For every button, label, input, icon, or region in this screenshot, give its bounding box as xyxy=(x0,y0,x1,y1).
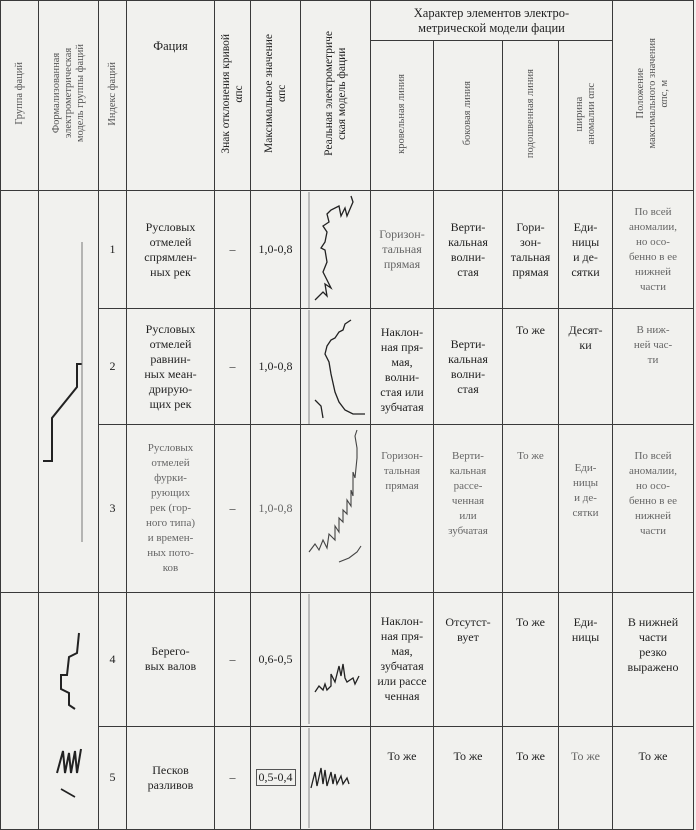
header-group-text: Группа фаций xyxy=(13,62,25,125)
row5-max-value: 0,5-0,4 xyxy=(256,769,296,786)
row2-sign: – xyxy=(215,309,251,425)
log-curve-row1-icon xyxy=(301,192,369,308)
header-position-max xyxy=(613,1,694,191)
row4-bottom: То же xyxy=(503,593,559,727)
log-curve-row3-icon xyxy=(301,426,369,592)
header-facies-text: Фация xyxy=(153,39,188,53)
header-side-line xyxy=(434,41,503,191)
row5-real-model xyxy=(301,726,371,829)
header-max-value-text: Максимальное значение αпс xyxy=(262,34,288,153)
row2-index: 2 xyxy=(99,309,127,425)
header-anomaly-width xyxy=(559,41,613,191)
row2-roof: Наклон- ная пря- мая, волни- стая или зубчатая xyxy=(371,309,434,425)
header-character xyxy=(371,1,613,41)
row5-side: То же xyxy=(434,726,503,829)
table-row xyxy=(1,726,694,829)
header-character-text: Характер элементов электро- метрической модели фации xyxy=(413,5,570,35)
row4-side: Отсутст- вует xyxy=(434,593,503,727)
row2-max: 1,0-0,8 xyxy=(251,309,301,425)
row5-sign: – xyxy=(215,726,251,829)
row5-position: То же xyxy=(613,726,694,829)
row1-index: 1 xyxy=(99,191,127,309)
row3-real-model xyxy=(301,425,371,593)
row5-index: 5 xyxy=(99,726,127,829)
log-curve-row5-icon xyxy=(301,728,369,828)
row5-facies: Песков разливов xyxy=(127,726,215,829)
row5-bottom: То же xyxy=(503,726,559,829)
row3-sign: – xyxy=(215,425,251,593)
group-cell-1 xyxy=(1,191,39,593)
row1-position: По всей аномалии, но осо- бенно в ее нижней части xyxy=(613,191,694,309)
row1-real-model xyxy=(301,191,371,309)
row4-max: 0,6-0,5 xyxy=(251,593,301,727)
table-row xyxy=(1,425,694,593)
row1-max: 1,0-0,8 xyxy=(251,191,301,309)
header-side-line-text: боковая линия xyxy=(462,81,473,146)
row4-facies: Берего- вых валов xyxy=(127,593,215,727)
row2-side: Верти- кальная волни- стая xyxy=(434,309,503,425)
row4-width: Еди- ницы xyxy=(559,593,613,727)
formalized-model-cell-1 xyxy=(39,191,99,593)
row2-bottom: То же xyxy=(503,309,559,425)
header-real-model xyxy=(301,1,371,191)
row3-roof: Горизон- тальная прямая xyxy=(371,425,434,593)
header-anomaly-width-text: ширина аномалии αпс xyxy=(573,82,597,145)
row4-position: В нижней части резко выражено xyxy=(613,593,694,727)
row1-side: Верти- кальная волни- стая xyxy=(434,191,503,309)
row3-max: 1,0-0,8 xyxy=(251,425,301,593)
header-roof-line-text: кровельная линия xyxy=(396,73,407,154)
row1-facies: Русловых отмелей спрямлен- ных рек xyxy=(127,191,215,309)
header-formalized-model xyxy=(39,1,99,191)
log-curve-row4-icon xyxy=(301,594,369,724)
row3-index: 3 xyxy=(99,425,127,593)
log-curve-row2-icon xyxy=(301,310,369,424)
row4-roof: Наклон- ная пря- мая, зубчатая или рассе ченная xyxy=(371,593,434,727)
header-facies xyxy=(127,1,215,191)
header-real-model-text: Реальная электрометриче ская модель фации xyxy=(322,31,348,156)
header-bottom-line-text: подошвенная линия xyxy=(524,68,536,159)
row1-sign: – xyxy=(215,191,251,309)
row3-position: По всей аномалии, но осо- бенно в ее нижней части xyxy=(613,425,694,593)
row1-width: Еди- ницы и де- сятки xyxy=(559,191,613,309)
row3-width: Еди- ницы и де- сятки xyxy=(559,425,613,593)
formalized-model-cell-2 xyxy=(39,593,99,830)
row3-bottom: То же xyxy=(503,425,559,593)
header-max-value xyxy=(251,1,301,191)
row3-side: Верти- кальная рассе- ченная или зубчатая xyxy=(434,425,503,593)
row1-roof: Горизон- тальная прямая xyxy=(371,191,434,309)
header-bottom-line xyxy=(503,41,559,191)
row5-width: То же xyxy=(559,726,613,829)
header-group xyxy=(1,1,39,191)
header-facies-index xyxy=(99,1,127,191)
row2-position: В ниж- ней час- ти xyxy=(613,309,694,425)
table-row xyxy=(1,191,694,309)
row4-sign: – xyxy=(215,593,251,727)
table-row xyxy=(1,309,694,425)
row5-max xyxy=(251,726,301,829)
row2-real-model xyxy=(301,309,371,425)
header-roof-line xyxy=(371,41,434,191)
formalized-model-ridge-icon xyxy=(39,593,97,829)
header-sign-text: Знак отклонения кривой αпс xyxy=(219,33,245,154)
header-sign xyxy=(215,1,251,191)
row4-real-model xyxy=(301,593,371,727)
row2-width: Десят- ки xyxy=(559,309,613,425)
header-formalized-model-text: Формализованная электрометрическая модель группы фаций xyxy=(50,44,86,143)
row2-facies: Русловых отмелей равнин- ных меан- дрирую- щих рек xyxy=(127,309,215,425)
formalized-model-channel-icon xyxy=(39,242,97,542)
row5-roof: То же xyxy=(371,726,434,829)
row4-index: 4 xyxy=(99,593,127,727)
table-row xyxy=(1,593,694,727)
row3-facies: Русловых отмелей фурки- рующих рек (гор- ного типа) и времен- ных пото- ков xyxy=(127,425,215,593)
header-facies-index-text: Индекс фаций xyxy=(106,61,118,126)
header-position-max-text: Положение максимального значения αпс, м xyxy=(635,38,670,149)
group-cell-2 xyxy=(1,593,39,830)
row1-bottom: Гори- зон- тальная прямая xyxy=(503,191,559,309)
